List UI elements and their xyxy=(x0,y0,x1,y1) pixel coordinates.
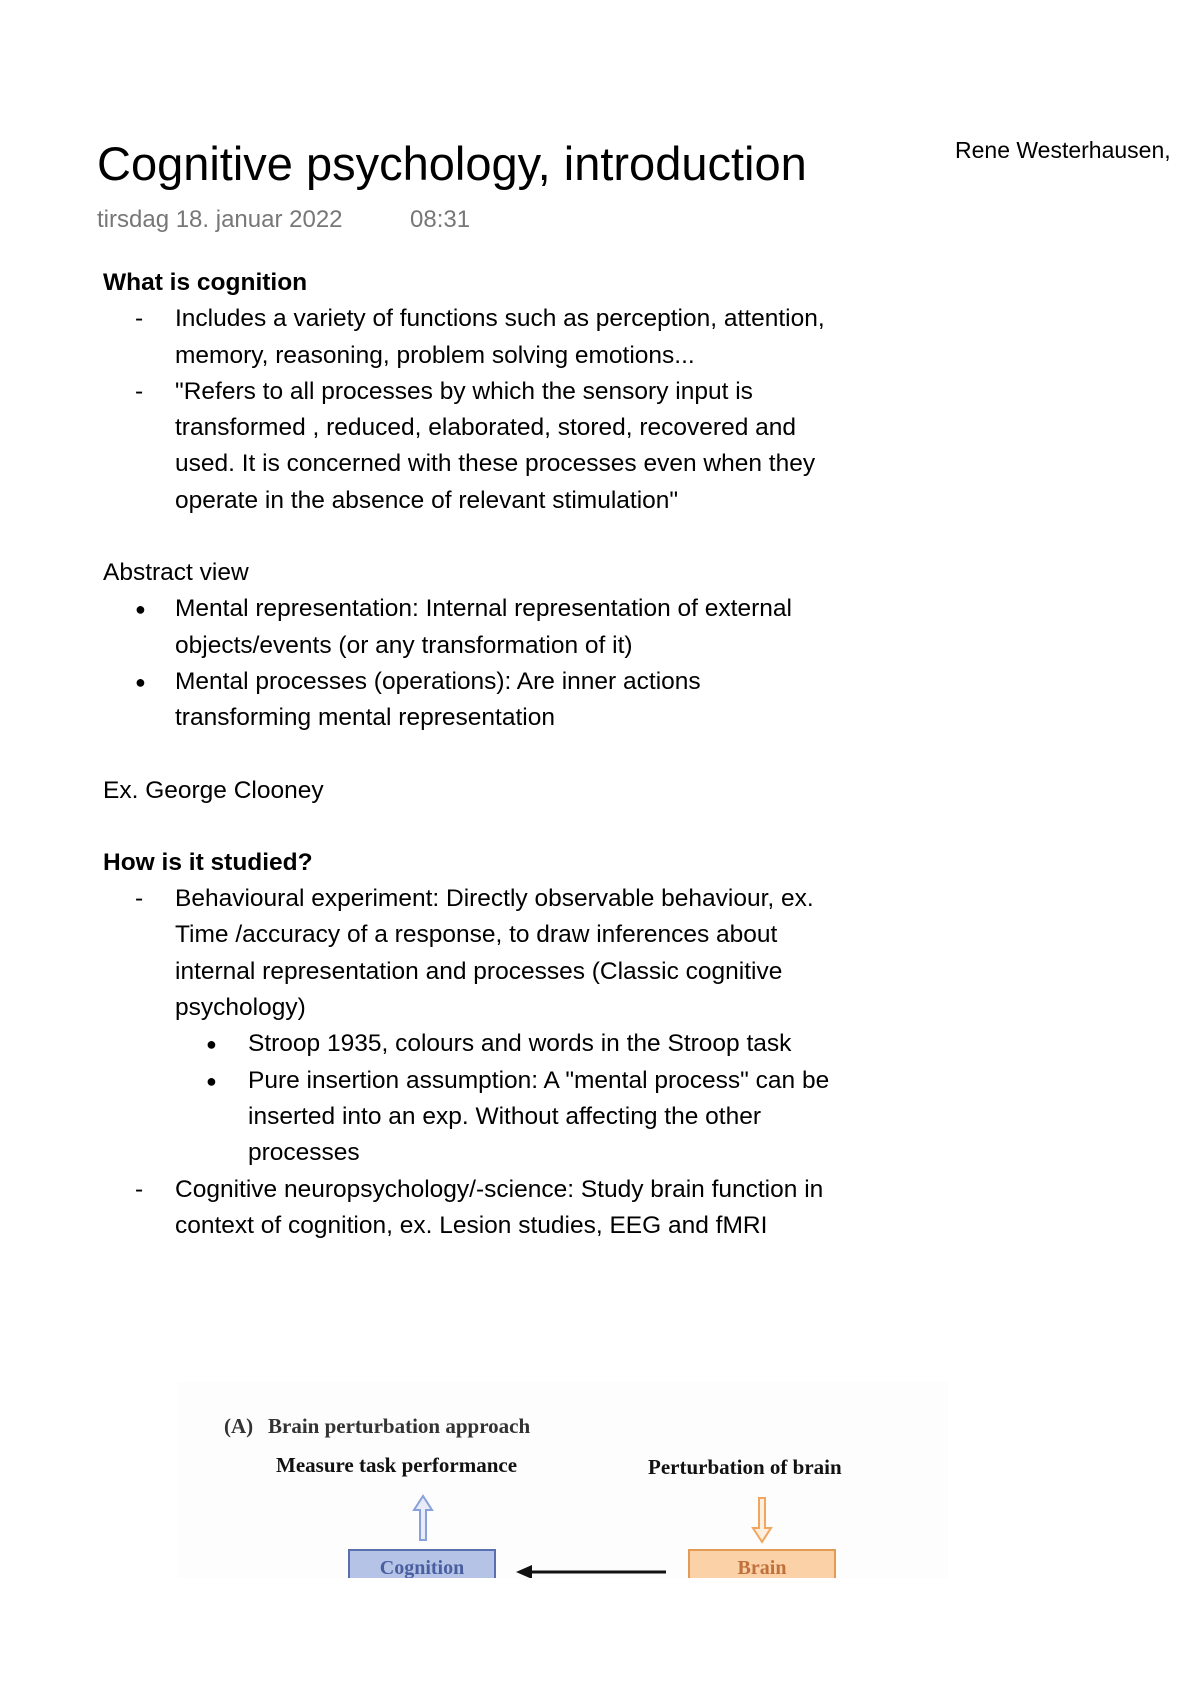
arrow-left-head xyxy=(516,1565,532,1578)
arrow-down-icon xyxy=(753,1498,771,1542)
arrow-up-shape xyxy=(414,1496,432,1540)
list-item xyxy=(103,374,843,519)
dash-bullet: - xyxy=(135,885,144,913)
author-name: Rene Westerhausen, xyxy=(955,137,1171,163)
section-heading-abstract: Abstract view xyxy=(103,559,249,587)
list-item xyxy=(103,301,843,374)
round-bullet: ● xyxy=(206,1070,217,1091)
list-item-text: Cognitive neuropsychology/-science: Study brain function in context of cognition, ex. Lesion studies, EEG and fMRI xyxy=(175,1175,824,1239)
list-item xyxy=(103,1172,843,1245)
list-item xyxy=(103,591,843,664)
figure-panel-title: Brain perturbation approach xyxy=(268,1414,531,1438)
example-line: Ex. George Clooney xyxy=(103,776,324,804)
sub-list-item xyxy=(103,1026,843,1062)
figure-left-label: Measure task performance xyxy=(276,1453,518,1477)
note-content[interactable] xyxy=(103,265,843,1244)
embedded-figure-brain-perturbation[interactable] xyxy=(178,1382,948,1578)
cognition-box-label: Cognition xyxy=(379,1557,465,1578)
list-item-text: Includes a variety of functions such as perception, attention, memory, reasoning, problem solving emotions... xyxy=(175,305,825,369)
list-item-text: "Refers to all processes by which the sensory input is transformed , reduced, elaborated, stored, recovered and used. It is concerned with these processes even when they operate in the absence of relevant stimulation" xyxy=(175,377,816,514)
sub-list-item xyxy=(103,1063,843,1172)
section-heading-cognition: What is cognition xyxy=(103,269,308,296)
page-title[interactable]: Cognitive psychology, introduction xyxy=(97,137,807,190)
list-item-text: Mental processes (operations): Are inner actions transforming mental representation xyxy=(175,667,701,732)
page-time: 08:31 xyxy=(410,206,471,233)
round-bullet: ● xyxy=(135,599,146,620)
round-bullet: ● xyxy=(206,1034,217,1055)
list-item-text: Behavioural experiment: Directly observable behaviour, ex. Time /accuracy of a response, to draw inferences about internal representation and processes (Classic cognitive psychology) xyxy=(175,885,814,1022)
round-bullet: ● xyxy=(135,671,146,692)
arrow-down-shape xyxy=(753,1498,771,1542)
arrow-left-icon xyxy=(516,1565,666,1578)
list-item-text: Mental representation: Internal representation of external objects/events (or any transformation of it) xyxy=(175,595,792,659)
brain-box-label: Brain xyxy=(737,1557,787,1578)
sub-list-item-text: Stroop 1935, colours and words in the Stroop task xyxy=(248,1030,792,1058)
figure-right-label: Perturbation of brain xyxy=(648,1455,842,1479)
arrow-up-icon xyxy=(414,1496,432,1540)
dash-bullet: - xyxy=(135,1175,144,1203)
list-item xyxy=(103,664,843,737)
dash-bullet: - xyxy=(135,377,144,405)
sub-list-item-text: Pure insertion assumption: A "mental process" can be inserted into an exp. Without affecting the other processes xyxy=(248,1066,830,1167)
list-item xyxy=(103,881,843,1026)
dash-bullet: - xyxy=(135,305,144,333)
section-heading-studied: How is it studied? xyxy=(103,848,313,876)
page-date: tirsdag 18. januar 2022 xyxy=(97,206,343,233)
figure-panel-label: (A) xyxy=(224,1414,254,1438)
